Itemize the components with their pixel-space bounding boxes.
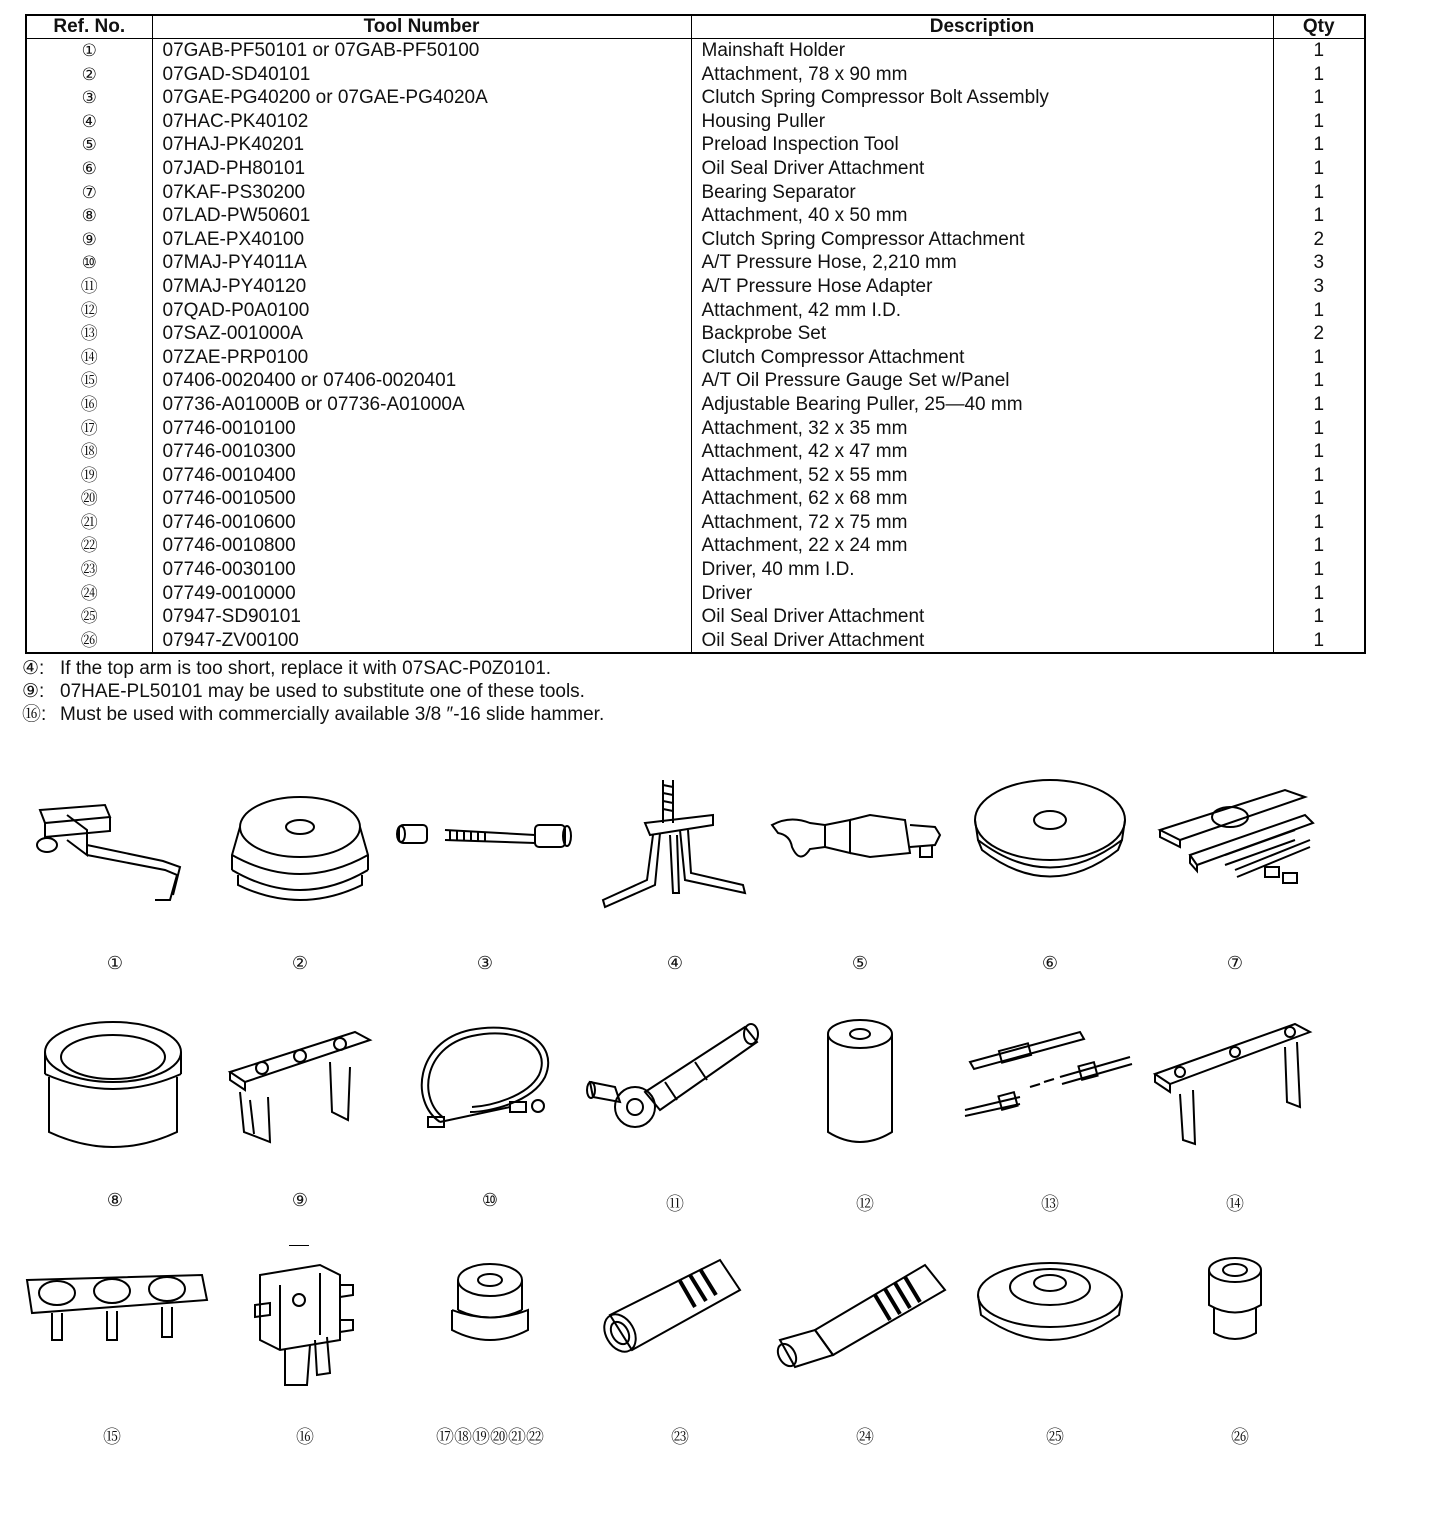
tool-illustration-4 [585,775,765,985]
tool-illustration-13 [960,1012,1140,1222]
footnote-text: Must be used with commercially available 3/8 ″-16 slide hammer. [60,704,605,725]
tool-number-cell: 07HAJ-PK40201 [152,133,691,157]
tool-illustration-17 [400,1245,580,1455]
tool-number-cell: 07LAE-PX40100 [152,228,691,252]
table-row [26,393,1365,417]
tool-label: ㉓ [671,1427,689,1447]
table-row [26,39,1365,63]
qty-cell: 1 [1273,63,1365,87]
ref-cell: ⑧ [26,204,152,228]
tool-label: ㉕ [1046,1427,1064,1447]
driver-icon [775,1245,955,1420]
header-description: Description [691,15,1273,39]
qty-cell: 1 [1273,629,1365,654]
tool-label: ⑰⑱⑲⑳㉑㉒ [436,1427,544,1447]
tool-label: ⑨ [291,1190,309,1210]
tool-number-cell: 07GAD-SD40101 [152,63,691,87]
description-cell: Attachment, 42 x 47 mm [691,440,1273,464]
table-header-row [26,15,1365,39]
table-row [26,487,1365,511]
table-row [26,511,1365,535]
table-row [26,558,1365,582]
ref-cell: ⑫ [26,299,152,323]
table-row [26,322,1365,346]
table-row [26,86,1365,110]
tool-number-cell: 07947-SD90101 [152,605,691,629]
ref-cell: ③ [26,86,152,110]
qty-cell: 1 [1273,487,1365,511]
description-cell: Attachment, 62 x 68 mm [691,487,1273,511]
tool-label: ⑫ [856,1194,874,1214]
table-row [26,346,1365,370]
table-row [26,417,1365,441]
description-cell: Attachment, 40 x 50 mm [691,204,1273,228]
table-row [26,228,1365,252]
ref-cell: ㉑ [26,511,152,535]
spring-compressor-attachment-icon [210,1012,390,1187]
tool-label: ㉔ [856,1427,874,1447]
tool-label: ③ [476,953,494,973]
header-ref-no: Ref. No. [26,15,152,39]
tool-number-cell: 07MAJ-PY40120 [152,275,691,299]
footnote [22,680,604,703]
ref-cell: ⑪ [26,275,152,299]
table-row [26,110,1365,134]
header-qty: Qty [1273,15,1365,39]
ref-cell: ④ [26,110,152,134]
table-row [26,440,1365,464]
description-cell: Clutch Compressor Attachment [691,346,1273,370]
qty-cell: 1 [1273,440,1365,464]
description-cell: Oil Seal Driver Attachment [691,605,1273,629]
description-cell: Driver [691,582,1273,606]
footnote [22,703,604,726]
tool-number-cell: 07SAZ-001000A [152,322,691,346]
description-cell: Attachment, 42 mm I.D. [691,299,1273,323]
qty-cell: 3 [1273,275,1365,299]
tool-number-cell: 07736-A01000B or 07736-A01000A [152,393,691,417]
qty-cell: 1 [1273,133,1365,157]
ref-cell: ⑬ [26,322,152,346]
description-cell: Bearing Separator [691,181,1273,205]
tool-label: ② [291,953,309,973]
ref-cell: ⑳ [26,487,152,511]
tool-illustration-5 [770,775,950,985]
attachment-set-icon [400,1245,580,1420]
table-row [26,204,1365,228]
tool-label: ⑦ [1226,953,1244,973]
pressure-hose-icon [400,1012,580,1187]
ref-cell: ㉒ [26,534,152,558]
bolt-assembly-icon [395,775,575,950]
tool-number-cell: 07746-0010300 [152,440,691,464]
bearing-separator-icon [1145,775,1325,950]
tool-label: ⑥ [1041,953,1059,973]
tool-illustration-9 [210,1012,390,1222]
tool-label: ⑧ [106,1190,124,1210]
tool-number-cell: 07JAD-PH80101 [152,157,691,181]
footnote-text: If the top arm is too short, replace it with 07SAC-P0Z0101. [60,658,552,679]
tool-number-cell: 07QAD-P0A0100 [152,299,691,323]
attachment-disc-icon [210,775,390,950]
tool-number-cell: 07746-0010800 [152,534,691,558]
qty-cell: 1 [1273,582,1365,606]
tool-illustration-14 [1145,1012,1325,1222]
mainshaft-holder-icon [25,775,205,950]
description-cell: Attachment, 32 x 35 mm [691,417,1273,441]
tool-number-cell: 07GAE-PG40200 or 07GAE-PG4020A [152,86,691,110]
tool-label: ① [106,953,124,973]
tool-number-cell: 07MAJ-PY4011A [152,251,691,275]
table-row [26,275,1365,299]
tool-illustration-10 [400,1012,580,1222]
tool-number-cell: 07LAD-PW50601 [152,204,691,228]
preload-tool-icon [770,775,950,950]
qty-cell: 1 [1273,417,1365,441]
qty-cell: 1 [1273,157,1365,181]
tool-number-cell: 07746-0010600 [152,511,691,535]
tool-label: ㉖ [1231,1427,1249,1447]
description-cell: Clutch Spring Compressor Bolt Assembly [691,86,1273,110]
table-row [26,464,1365,488]
stepped-driver-attachment-icon [965,1245,1145,1420]
qty-cell: 1 [1273,464,1365,488]
tool-illustration-20 [965,1245,1145,1455]
qty-cell: 1 [1273,346,1365,370]
ref-cell: ⑭ [26,346,152,370]
ref-cell: ㉕ [26,605,152,629]
description-cell: Attachment, 22 x 24 mm [691,534,1273,558]
ref-cell: ⑰ [26,417,152,441]
footnote-ref: ⑨: [22,681,45,702]
description-cell: Driver, 40 mm I.D. [691,558,1273,582]
table-body [26,39,1365,654]
qty-cell: 1 [1273,204,1365,228]
table-row [26,181,1365,205]
qty-cell: 1 [1273,39,1365,63]
ref-cell: ⑲ [26,464,152,488]
ref-cell: ⑯ [26,393,152,417]
tool-illustration-12 [775,1012,955,1222]
tool-number-cell: 07749-0010000 [152,582,691,606]
ref-cell: ㉓ [26,558,152,582]
ref-cell: ② [26,63,152,87]
qty-cell: 1 [1273,299,1365,323]
description-cell: Oil Seal Driver Attachment [691,629,1273,654]
qty-cell: 1 [1273,110,1365,134]
description-cell: Preload Inspection Tool [691,133,1273,157]
ref-cell: ① [26,39,152,63]
tool-illustration-19 [775,1245,955,1455]
qty-cell: 1 [1273,86,1365,110]
tool-illustration-16 [215,1245,395,1455]
description-cell: A/T Oil Pressure Gauge Set w/Panel [691,369,1273,393]
tool-label: ⑭ [1226,1194,1244,1214]
tool-illustration-2 [210,775,390,985]
description-cell: Backprobe Set [691,322,1273,346]
gauge-panel-icon [22,1245,212,1420]
special-tools-table [25,14,1366,654]
tool-number-cell: 07KAF-PS30200 [152,181,691,205]
tool-illustration-6 [960,775,1140,985]
footnote-ref: ⑯: [22,704,47,725]
description-cell: A/T Pressure Hose, 2,210 mm [691,251,1273,275]
tool-label: ⑤ [851,953,869,973]
tool-illustration-18 [590,1245,770,1455]
description-cell: Clutch Spring Compressor Attachment [691,228,1273,252]
bearing-puller-icon [215,1245,395,1420]
description-cell: A/T Pressure Hose Adapter [691,275,1273,299]
ref-cell: ⑱ [26,440,152,464]
attachment-cup-icon [25,1012,205,1187]
tool-illustration-8 [25,1012,205,1222]
table-row [26,605,1365,629]
attachment-cylinder-icon [775,1012,955,1187]
qty-cell: 1 [1273,605,1365,629]
description-cell: Attachment, 78 x 90 mm [691,63,1273,87]
tool-number-cell: 07746-0030100 [152,558,691,582]
tool-number-cell: 07406-0020400 or 07406-0020401 [152,369,691,393]
ref-cell: ⑥ [26,157,152,181]
table-row [26,157,1365,181]
table-row [26,369,1365,393]
qty-cell: 1 [1273,181,1365,205]
description-cell: Housing Puller [691,110,1273,134]
qty-cell: 3 [1273,251,1365,275]
hose-adapter-icon [585,1012,765,1187]
ref-cell: ⑤ [26,133,152,157]
ref-cell: ㉖ [26,629,152,654]
table-row [26,133,1365,157]
tool-illustration-3 [395,775,575,985]
ref-cell: ⑦ [26,181,152,205]
tool-illustration-11 [585,1012,765,1222]
seal-driver-disc-icon [960,775,1140,950]
table-row [26,251,1365,275]
tool-illustration-7 [1145,775,1325,985]
footnotes [22,657,604,726]
tool-number-cell: 07746-0010100 [152,417,691,441]
ref-cell: ⑩ [26,251,152,275]
description-cell: Attachment, 72 x 75 mm [691,511,1273,535]
header-tool-number: Tool Number [152,15,691,39]
tool-illustration-1 [25,775,205,985]
driver-40mm-icon [590,1245,770,1420]
description-cell: Adjustable Bearing Puller, 25—40 mm [691,393,1273,417]
tool-number-cell: 07947-ZV00100 [152,629,691,654]
tool-number-cell: 07GAB-PF50101 or 07GAB-PF50100 [152,39,691,63]
qty-cell: 1 [1273,369,1365,393]
tool-label: ⑩ [481,1190,499,1210]
footnote-text: 07HAE-PL50101 may be used to substitute one of these tools. [60,681,585,702]
tool-number-cell: 07ZAE-PRP0100 [152,346,691,370]
small-driver-attachment-icon [1150,1245,1330,1420]
ref-cell: ⑨ [26,228,152,252]
tool-label: ⑯ [296,1427,314,1447]
table-row [26,629,1365,654]
qty-cell: 1 [1273,393,1365,417]
qty-cell: 1 [1273,558,1365,582]
qty-cell: 1 [1273,534,1365,558]
footnote-ref: ④: [22,658,45,679]
tool-illustration-15 [22,1245,202,1455]
tool-illustration-21 [1150,1245,1330,1455]
table-row [26,582,1365,606]
tool-label: ⑬ [1041,1194,1059,1214]
tool-number-cell: 07HAC-PK40102 [152,110,691,134]
ref-cell: ㉔ [26,582,152,606]
ref-cell: ⑮ [26,369,152,393]
backprobe-set-icon [960,1012,1140,1187]
table-row [26,299,1365,323]
tool-label: ⑮ [103,1427,121,1447]
table-row [26,534,1365,558]
tool-number-cell: 07746-0010400 [152,464,691,488]
qty-cell: 2 [1273,228,1365,252]
tool-label: ⑪ [666,1194,684,1214]
table-row [26,63,1365,87]
housing-puller-icon [585,775,765,950]
tool-label: ④ [666,953,684,973]
description-cell: Oil Seal Driver Attachment [691,157,1273,181]
clutch-compressor-attachment-icon [1145,1012,1325,1187]
footnote [22,657,604,680]
description-cell: Mainshaft Holder [691,39,1273,63]
qty-cell: 2 [1273,322,1365,346]
qty-cell: 1 [1273,511,1365,535]
tool-number-cell: 07746-0010500 [152,487,691,511]
description-cell: Attachment, 52 x 55 mm [691,464,1273,488]
